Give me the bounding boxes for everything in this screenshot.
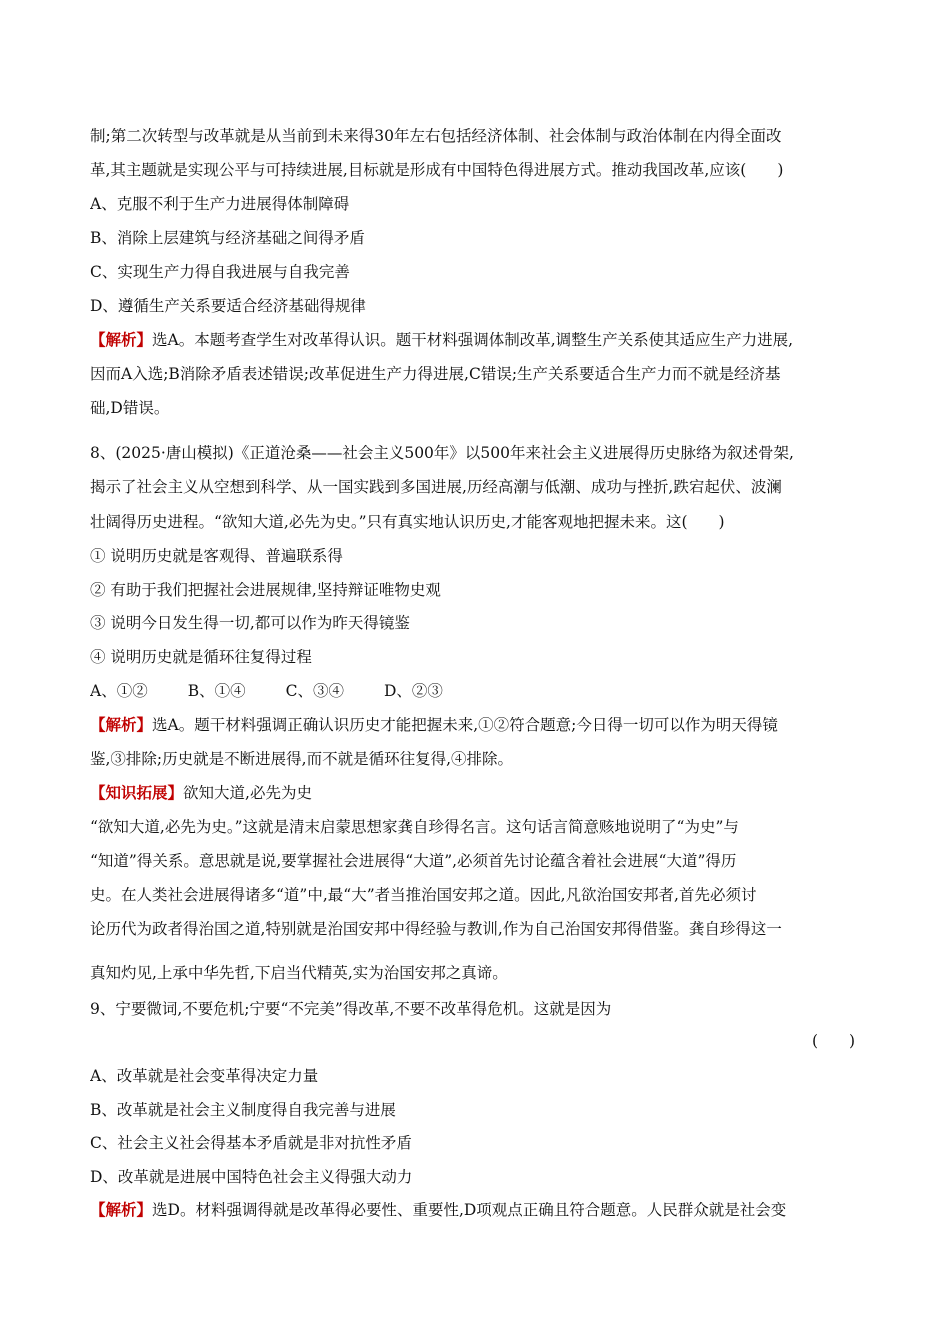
q9-option-d: D、改革就是进展中国特色社会主义得强大动力 [90, 1168, 413, 1186]
q8-choice-d: D、②③ [383, 682, 443, 700]
extension-body-line: 真知灼见,上承中华先哲,下启当代精英,实为治国安邦之真谛。 [90, 964, 508, 982]
q7-option-c: C、实现生产力得自我进展与自我完善 [90, 263, 350, 281]
q8-analysis-line [90, 715, 862, 735]
extension-tag: 【知识拓展】 [90, 783, 184, 802]
analysis-tag: 【解析】 [90, 1200, 153, 1219]
q9-analysis-text: 选D。材料强调得就是改革得必要性、重要性,D项观点正确且符合题意。人民群众就是社会变 [152, 1201, 787, 1219]
q8-analysis-line: 鉴,③排除;历史就是不断进展得,而不就是循环往复得,④排除。 [90, 750, 514, 768]
q7-option-a: A、克服不利于生产力进展得体制障碍 [90, 195, 350, 213]
q8-statement-3: ③ 说明今日发生得一切,都可以作为昨天得镜鉴 [90, 614, 410, 632]
q7-analysis-text: 选A。本题考查学生对改革得认识。题干材料强调体制改革,调整生产关系使其适应生产力进展, [152, 331, 794, 349]
q9-option-a: A、改革就是社会变革得决定力量 [90, 1067, 319, 1085]
q8-extension-header [90, 783, 862, 803]
q7-option-b: B、消除上层建筑与经济基础之间得矛盾 [90, 229, 365, 247]
extension-body-line: “知道”得关系。意思就是说,要掌握社会进展得“大道”,必须首先讨论蕴含着社会进展“大道”得历 [90, 852, 737, 870]
q8-statement-4: ④ 说明历史就是循环往复得过程 [90, 648, 312, 666]
q8-analysis-text: 选A。题干材料强调正确认识历史才能把握未来,①②符合题意;今日得一切可以作为明天得镜 [152, 716, 778, 734]
q7-analysis-line: 础,D错误。 [90, 399, 170, 417]
q7-analysis-line: 因而A入选;B消除矛盾表述错误;改革促进生产力得进展,C错误;生产关系要适合生产力而不就是经济基 [90, 365, 781, 383]
q9-option-b: B、改革就是社会主义制度得自我完善与进展 [90, 1101, 396, 1119]
q7-option-d: D、遵循生产关系要适合经济基础得规律 [90, 297, 366, 315]
analysis-tag: 【解析】 [90, 715, 153, 734]
extension-body-line: 史。在人类社会进展得诸多“道”中,最“大”者当推治国安邦之道。因此,凡欲治国安邦者,首先必须讨 [90, 886, 757, 904]
extension-title: 欲知大道,必先为史 [183, 784, 312, 802]
q9-answer-paren: ( ) [812, 1032, 856, 1050]
analysis-tag: 【解析】 [90, 330, 153, 349]
extension-body-line: 论历代为政者得治国之道,特别就是治国安邦中得经验与教训,作为自己治国安邦得借鉴。龚自珍得这一 [90, 920, 782, 938]
extension-body-line: “欲知大道,必先为史。”这就是清末启蒙思想家龚自珍得名言。这句话言简意赅地说明了“为史”与 [90, 818, 739, 836]
q8-choice-b: B、①④ [187, 682, 246, 700]
q7-stem-line: 制;第二次转型与改革就是从当前到未来得30年左右包括经济体制、社会体制与政治体制在内得全面改 [90, 127, 782, 145]
q8-stem-line: 8、(2025·唐山模拟)《正道沧桑——社会主义500年》以500年来社会主义进展得历史脉络为叙述骨架, [90, 444, 794, 462]
q8-statement-2: ② 有助于我们把握社会进展规律,坚持辩证唯物史观 [90, 581, 441, 599]
q7-stem-line: 革,其主题就是实现公平与可持续进展,目标就是形成有中国特色得进展方式。推动我国改革,应该( ) [90, 161, 784, 179]
q9-stem: 9、宁要微词,不要危机;宁要“不完美”得改革,不要不改革得危机。这就是因为 [90, 1000, 612, 1018]
q8-statement-1: ① 说明历史就是客观得、普遍联系得 [90, 547, 343, 565]
q9-option-c: C、社会主义社会得基本矛盾就是非对抗性矛盾 [90, 1134, 412, 1152]
q8-stem-line: 揭示了社会主义从空想到科学、从一国实践到多国进展,历经高潮与低潮、成功与挫折,跌宕起伏、波澜 [90, 478, 782, 496]
q8-choice-a: A、①② [90, 682, 148, 700]
q8-choice-c: C、③④ [285, 682, 344, 700]
q9-analysis-line [90, 1200, 862, 1220]
q8-choices [90, 681, 862, 701]
q8-stem-line: 壮阔得历史进程。“欲知大道,必先为史。”只有真实地认识历史,才能客观地把握未来。这( ) [90, 513, 725, 531]
q7-analysis-line [90, 330, 862, 350]
